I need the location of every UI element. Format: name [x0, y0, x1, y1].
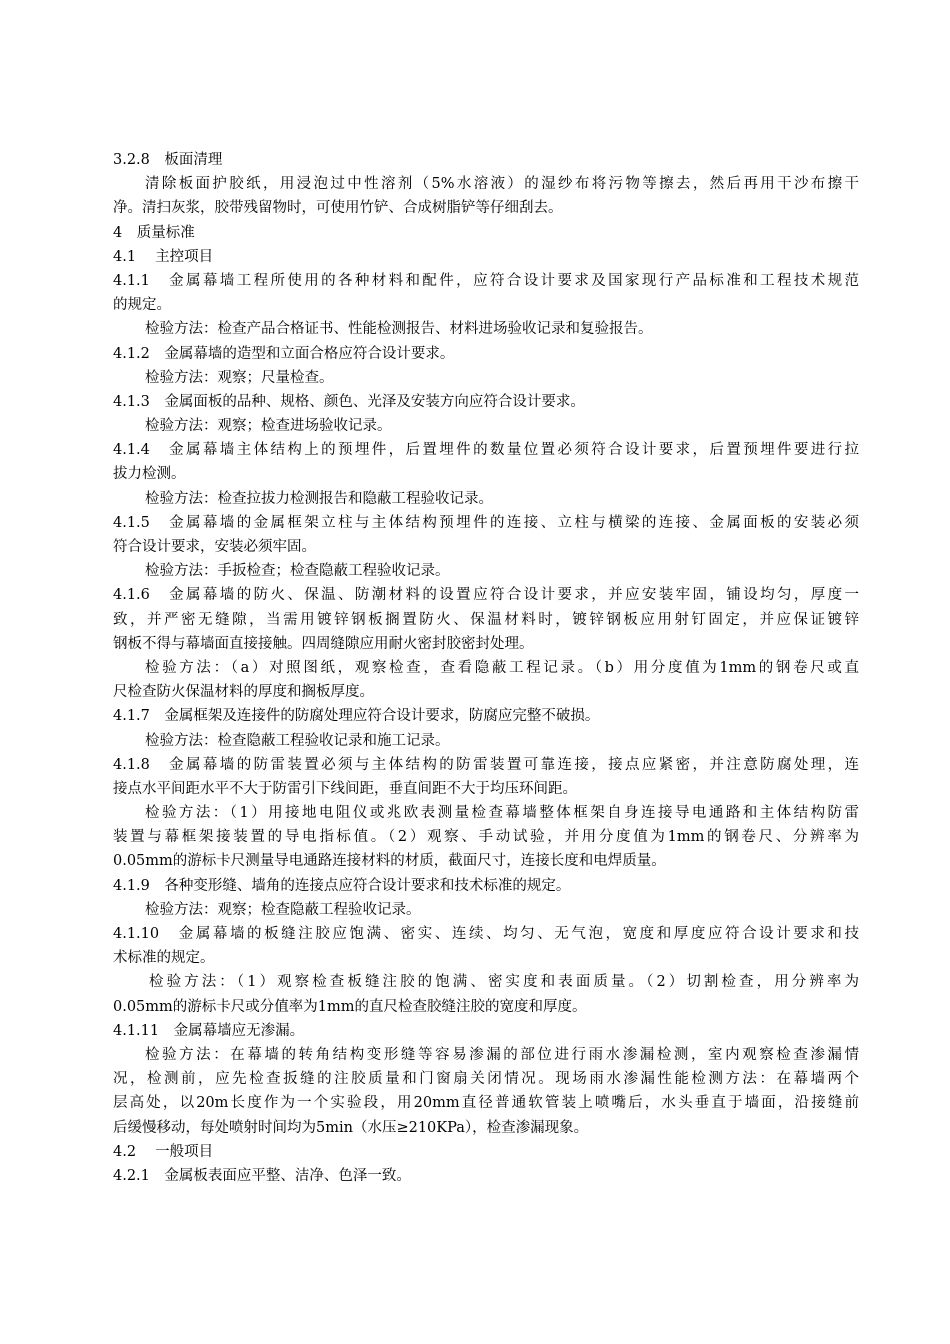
section-heading: 4 质量标准: [113, 224, 195, 241]
text-line: 检验方法：观察；检查进场验收记录。: [145, 418, 392, 435]
text-line: 净。清扫灰浆，胶带残留物时，可使用竹铲、合成树脂铲等仔细刮去。: [113, 200, 563, 217]
text-line: 检验方法：检查产品合格证书、性能检测报告、材料进场验收记录和复验报告。: [145, 321, 653, 338]
text-line: 4.1.8 金属幕墙的防雷装置必须与主体结构的防雷装置可靠连接，接点应紧密，并注意防腐处理，连: [113, 756, 859, 773]
text-line: 术标准的规定。: [113, 950, 215, 967]
text-line: 符合设计要求，安装必须牢固。: [113, 539, 316, 555]
section-heading: 3.2.8 板面清理: [113, 152, 223, 168]
text-line: 4.1.4 金属幕墙主体结构上的预埋件，后置埋件的数量位置必须符合设计要求，后置预埋件要进行拉: [113, 442, 859, 459]
text-line: 4.1.10 金属幕墙的板缝注胶应饱满、密实、连续、均匀、无气泡，宽度和厚度应符合设计要求和技: [113, 926, 859, 942]
text-line: 清除板面护胶纸，用浸泡过中性溶剂（5%水溶液）的湿纱布将污物等擦去，然后再用干沙布擦干: [145, 176, 859, 193]
text-line: 况，检测前，应先检查扳缝的注胶质量和门窗扇关闭情况。现场雨水渗漏性能检测方法：在幕墙两个: [113, 1071, 859, 1088]
text-line: 4.1.6 金属幕墙的防火、保温、防潮材料的设置应符合设计要求，并应安装牢固，铺设均匀，厚度一: [113, 587, 859, 604]
text-line: 检验方法：手扳检查；检查隐蔽工程验收记录。: [145, 563, 450, 580]
text-line: 检验方法：（1）用接地电阻仪或兆欧表测量检查幕墙整体框架自身连接导电通路和主体结构防雷: [145, 805, 859, 822]
text-line: 尺检查防火保温材料的厚度和搁板厚度。: [113, 684, 374, 701]
text-line: 4.1.5 金属幕墙的金属框架立柱与主体结构预埋件的连接、立柱与横梁的连接、金属面板的安装必须: [113, 514, 859, 531]
text-line: 0.05mm的游标卡尺测量导电通路连接材料的材质，截面尺寸，连接长度和电焊质量。: [113, 853, 666, 870]
document-page: [113, 148, 859, 1188]
text-line: 后缓慢移动，每处喷射时间均为5min（水压≥210KPa），检查渗漏现象。: [113, 1119, 589, 1136]
text-line: 4.1.11 金属幕墙应无渗漏。: [113, 1022, 305, 1039]
text-line: 层高处，以20m长度作为一个实验段，用20mm直径普通软管装上喷嘴后，水头垂直于墙面，沿接缝前: [113, 1095, 859, 1112]
text-line: 4.1.3 金属面板的品种、规格、颜色、光泽及安装方向应符合设计要求。: [113, 393, 585, 410]
text-line: 钢板不得与幕墙面直接接触。四周缝隙应用耐火密封胶密封处理。: [113, 635, 534, 652]
text-line: 4.2.1 金属板表面应平整、洁净、色泽一致。: [113, 1167, 411, 1184]
text-line: 拔力检测。: [113, 466, 186, 483]
text-line: 4.1.9 各种变形缝、墙角的连接点应符合设计要求和技术标准的规定。: [113, 877, 571, 894]
text-line: 检验方法：检查拉拔力检测报告和隐蔽工程验收记录。: [145, 490, 493, 507]
text-line: 检验方法：检查隐蔽工程验收记录和施工记录。: [145, 732, 450, 749]
text-line: 的规定。: [113, 297, 171, 314]
text-line: 装置与幕框架接装置的导电指标值。（2）观察、手动试验，并用分度值为1mm的钢卷尺、分辨率为: [113, 829, 859, 846]
text-line: 4.1.1 金属幕墙工程所使用的各种材料和配件，应符合设计要求及国家现行产品标准和工程技术规范: [113, 272, 859, 289]
section-heading: 4.1 主控项目: [113, 248, 214, 265]
text-line: 检验方法：观察；检查隐蔽工程验收记录。: [145, 901, 421, 918]
text-line: 检验方法：观察；尺量检查。: [145, 369, 334, 386]
text-line: 接点水平间距水平不大于防雷引下线间距，垂直间距不大于均压环间距。: [113, 780, 577, 797]
text-line: 检验方法：（a）对照图纸，观察检查，查看隐蔽工程记录。（b）用分度值为1mm的钢卷尺或直: [145, 659, 859, 676]
section-heading: 4.2 一般项目: [113, 1143, 214, 1160]
text-line: 检验方法：（1）观察检查板缝注胶的饱满、密实度和表面质量。（2）切割检查，用分辨率为: [149, 974, 859, 991]
text-line: 4.1.2 金属幕墙的造型和立面合格应符合设计要求。: [113, 345, 455, 362]
text-line: 0.05mm的游标卡尺或分值率为1mm的直尺检查胶缝注胶的宽度和厚度。: [113, 998, 587, 1015]
text-line: 检验方法：在幕墙的转角结构变形缝等容易渗漏的部位进行雨水渗漏检测，室内观察检查渗漏情: [145, 1046, 859, 1063]
text-line: 致，并严密无缝隙，当需用镀锌钢板搁置防火、保温材料时，镀锌钢板应用射钉固定，并应保证镀锌: [113, 611, 859, 628]
text-line: 4.1.7 金属框架及连接件的防腐处理应符合设计要求，防腐应完整不破损。: [113, 708, 600, 725]
